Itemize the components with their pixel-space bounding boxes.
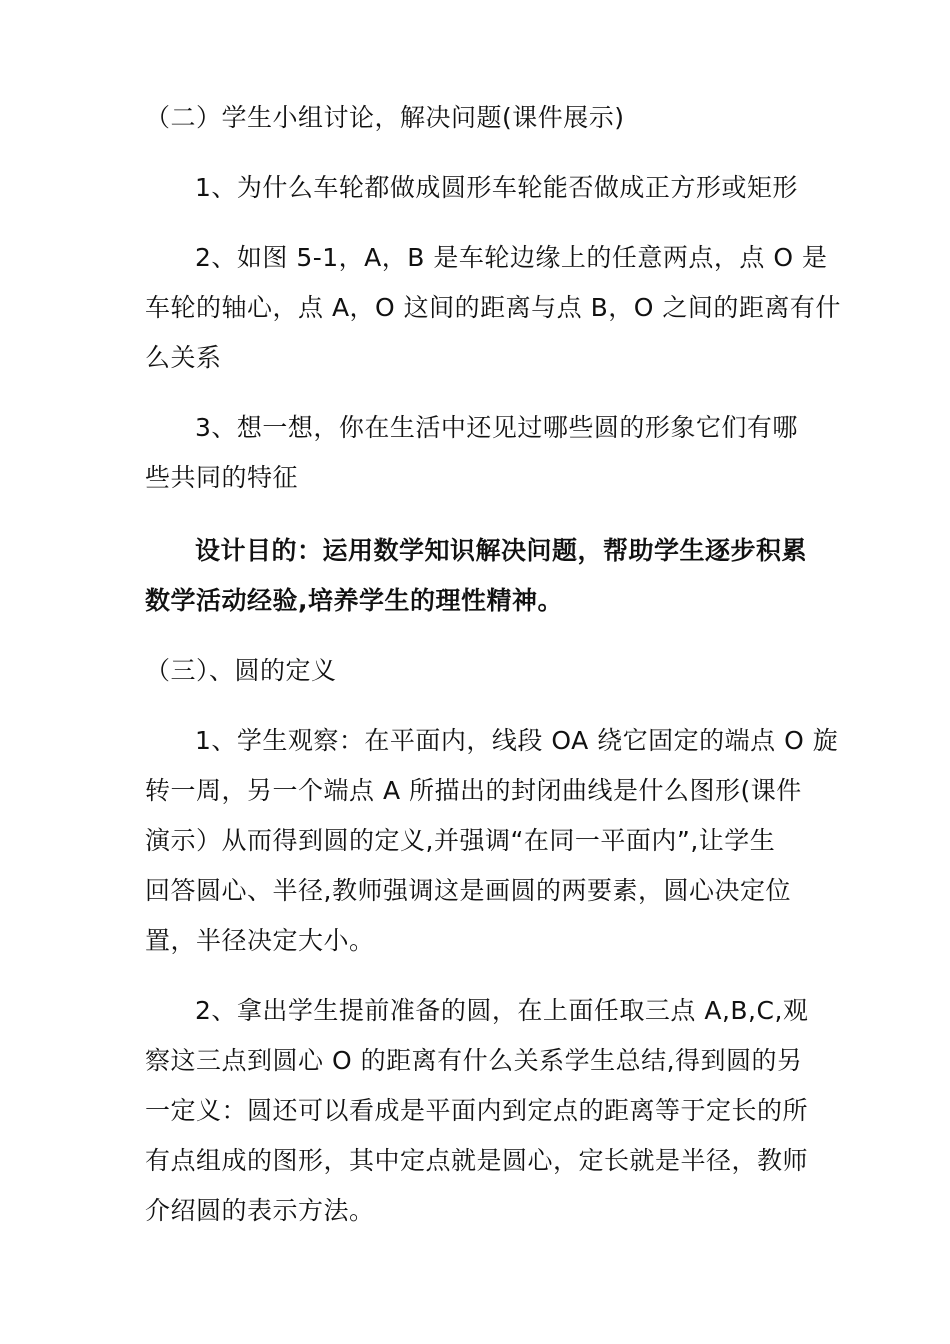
paragraph-2-line-4: 有点组成的图形，其中定点就是圆心，定长就是半径，教师 [145,1146,809,1175]
document-page [145,93,841,1236]
design-purpose-line-1: 设计目的：运用数学知识解决问题，帮助学生逐步积累 [195,536,808,565]
question-3-line-1: 3、想一想，你在生活中还见过哪些圆的形象它们有哪 [195,413,798,442]
paragraph-1-line-3: 演示）从而得到圆的定义,并强调“在同一平面内”,让学生 [145,826,776,855]
question-2-line-3: 么关系 [145,343,222,372]
paragraph-1-line-1: 1、学生观察：在平面内，线段 OA 绕它固定的端点 O 旋 [195,726,839,755]
paragraph-2-line-2: 察这三点到圆心 O 的距离有什么关系学生总结,得到圆的另 [145,1046,803,1075]
question-2-line-1: 2、如图 5-1，A，B 是车轮边缘上的任意两点，点 O 是 [195,243,828,272]
section-heading-circle-definition: （三）、圆的定义 [145,656,337,685]
paragraph-1-line-2: 转一周，另一个端点 A 所描出的封闭曲线是什么图形(课件 [145,776,802,805]
question-2-line-2: 车轮的轴心，点 A，O 这间的距离与点 B，O 之间的距离有什 [145,293,841,322]
question-3-line-2: 些共同的特征 [145,463,299,492]
paragraph-1-line-5: 置，半径决定大小。 [145,926,375,955]
paragraph-2-line-1: 2、拿出学生提前准备的圆，在上面任取三点 A,B,C,观 [195,996,809,1025]
question-1: 1、为什么车轮都做成圆形车轮能否做成正方形或矩形 [195,173,798,202]
paragraph-2-line-3: 一定义：圆还可以看成是平面内到定点的距离等于定长的所 [145,1096,809,1125]
section-heading-discussion: （二）学生小组讨论，解决问题(课件展示) [145,103,625,132]
paragraph-1-line-4: 回答圆心、半径,教师强调这是画圆的两要素，圆心决定位 [145,876,791,905]
design-purpose-line-2: 数学活动经验,培养学生的理性精神。 [145,586,563,615]
paragraph-2-line-5: 介绍圆的表示方法。 [145,1196,375,1225]
